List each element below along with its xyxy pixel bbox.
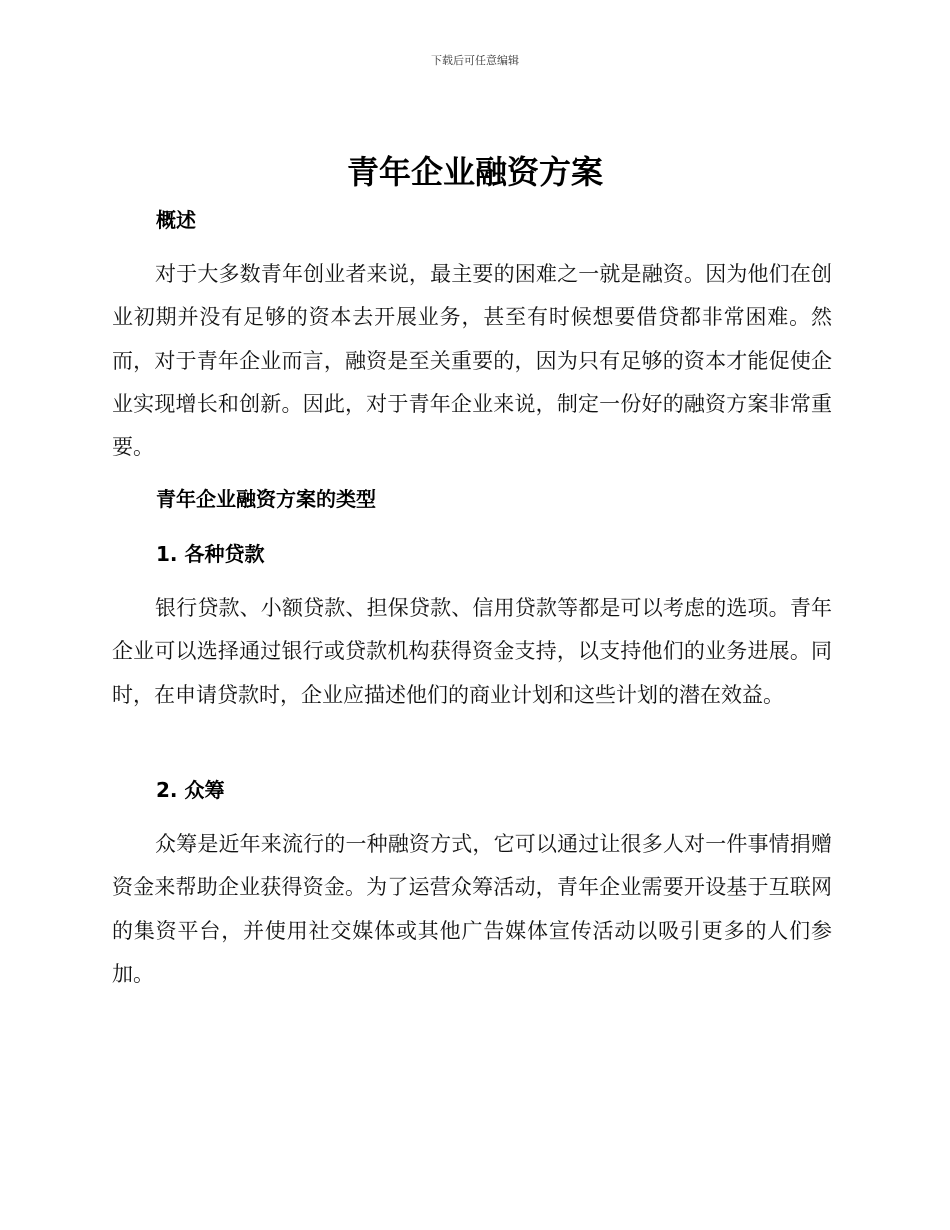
section-heading-crowdfunding: 2. 众筹 [156,778,225,802]
header-note: 下载后可任意编辑 [431,54,519,67]
section-heading-loans: 1. 各种贷款 [156,542,265,566]
section-heading-overview: 概述 [156,208,196,232]
section-heading-types: 青年企业融资方案的类型 [156,487,376,511]
section-paragraph-crowdfunding: 众筹是近年来流行的一种融资方式，它可以通过让很多人对一件事情捐赠资金来帮助企业获得资金。为了运营众筹活动，青年企业需要开设基于互联网的集资平台，并使用社交媒体或其他广告媒体宣传活动以吸引更多的人们参加。 [112,832,832,986]
section-paragraph-overview: 对于大多数青年创业者来说，最主要的困难之一就是融资。因为他们在创业初期并没有足够的资本去开展业务，甚至有时候想要借贷都非常困难。然而，对于青年企业而言，融资是至关重要的，因为只有足够的资本才能促使企业实现增长和创新。因此，对于青年企业来说，制定一份好的融资方案非常重要。 [112,262,832,460]
section-paragraph-loans: 银行贷款、小额贷款、担保贷款、信用贷款等都是可以考虑的选项。青年企业可以选择通过银行或贷款机构获得资金支持，以支持他们的业务进展。同时，在申请贷款时，企业应描述他们的商业计划和这些计划的潜在效益。 [112,596,832,707]
document-title: 青年企业融资方案 [346,153,603,191]
